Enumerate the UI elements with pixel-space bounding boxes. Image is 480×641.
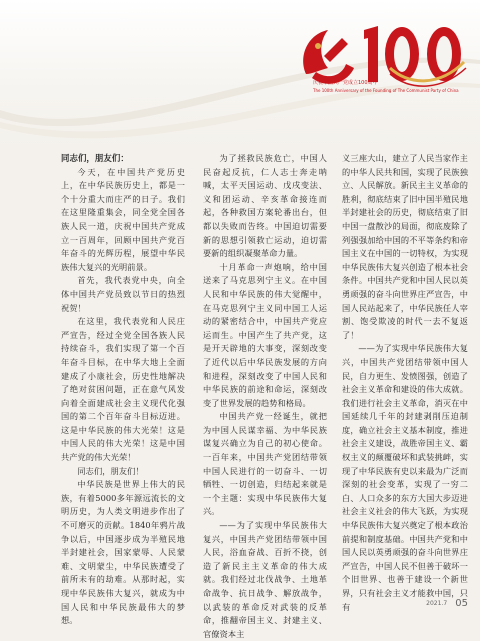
text-column-1 — [61, 152, 185, 628]
paragraph: 同志们，朋友们！ — [77, 465, 144, 476]
paragraph: 首先，我代表党中央，向全体中国共产党员致以节日的热烈祝贺！ — [61, 275, 185, 313]
party-emblem-icon — [303, 30, 354, 84]
paragraph: 在这里，我代表党和人民庄严宣告，经过全党全国各族人民持续奋斗，我们实现了第一个百年奋斗目标，在中华大地上全面建成了小康社会，历史性地解决了绝对贫困问题，正在意气风发向着全面建成社会主义现代化强国的第二个百年奋斗目标迈进。这是中华民族的伟大光荣！这是中国人民的伟大光荣！这是中国共产党的伟大光荣！ — [61, 316, 185, 463]
text-column-3 — [342, 152, 468, 614]
issue-date: 2021.7 — [426, 600, 448, 607]
logo-caption-english: The 100th Anniversary of the Founding of The Communist Party of China — [313, 88, 459, 93]
paragraph: 为了拯救民族危亡，中国人民奋起反抗，仁人志士奔走呐喊，太平天国运动、戊戌变法、义和团运动、辛亥革命接连而起，各种救国方案轮番出台，但都以失败而告终。中国迫切需要新的思想引领救亡运动，迫切需要新的组织凝聚革命力量。 — [203, 153, 327, 259]
page-footer — [426, 593, 468, 612]
paragraph: 十月革命一声炮响，给中国送来了马克思列宁主义。在中国人民和中华民族的伟大觉醒中，在马克思列宁主义同中国工人运动的紧密结合中，中国共产党应运而生。中国产生了共产党，这是开天辟地的大事变，深刻改变了近代以后中华民族发展的方向和进程，深刻改变了中国人民和中华民族的前途和命运，深刻改变了世界发展的趋势和格局。 — [203, 261, 327, 408]
salutation: 同志们，朋友们： — [61, 153, 129, 163]
paragraph: ——为了实现中华民族伟大复兴，中国共产党团结带领中国人民，自力更生、发愤图强，创造了社会主义革命和建设的伟大成就。我们进行社会主义革命，消灭在中国延续几千年的封建剥削压迫制度，确立社会主义基本制度，推进社会主义建设，战胜帝国主义、霸权主义的颠覆破坏和武装挑衅，实现了中华民族有史以来最为广泛而深刻的社会变革，实现了一穷二白、人口众多的东方大国大步迈进社会主义社会的伟大飞跃，为实现中华民族伟大复兴奠定了根本政治前提和制度基础。中国共产党和中国人民以英勇顽强的奋斗向世界庄严宣告，中国人民不但善于破坏一个旧世界、也善于建设一个新世界，只有社会主义才能救中国，只有 — [342, 343, 468, 612]
paragraph: ——为了实现中华民族伟大复兴，中国共产党团结带领中国人民，浴血奋战、百折不挠，创造了新民主主义革命的伟大成就。我们经过北伐战争、土地革命战争、抗日战争、解放战争，以武装的革命反对武装的反革命，推翻帝国主义、封建主义、官僚资本主 — [203, 520, 327, 639]
anniversary-logo — [298, 16, 478, 108]
paragraph: 义三座大山，建立了人民当家作主的中华人民共和国，实现了民族独立、人民解放。新民主主义革命的胜利，彻底结束了旧中国半殖民地半封建社会的历史，彻底结束了旧中国一盘散沙的局面，彻底废除了列强强加给中国的不平等条约和帝国主义在中国的一切特权，为实现中华民族伟大复兴创造了根本社会条件。中国共产党和中国人民以英勇顽强的奋斗向世界庄严宣告，中国人民站起来了，中华民族任人宰割、饱受欺凌的时代一去不复返了！ — [342, 153, 468, 340]
paragraph: 今天，在中国共产党历史上，在中华民族历史上，都是一个十分重大而庄严的日子。我们在这里隆重集会，同全党全国各族人民一道，庆祝中国共产党成立一百周年，回顾中国共产党百年奋斗的光辉历程，展望中华民族伟大复兴的光明前景。 — [61, 166, 185, 272]
text-column-2 — [203, 152, 327, 641]
paragraph: 中国共产党一经诞生，就把为中国人民谋幸福、为中华民族谋复兴确立为自己的初心使命。一百年来，中国共产党团结带领中国人民进行的一切奋斗、一切牺牲、一切创造，归结起来就是一个主题：实现中华民族伟大复兴。 — [203, 411, 327, 517]
page-number: 05 — [455, 598, 468, 609]
paragraph: 中华民族是世界上伟大的民族，有着5000多年源远流长的文明历史，为人类文明进步作出了不可磨灭的贡献。1840年鸦片战争以后，中国逐步成为半殖民地半封建社会，国家蒙辱、人民蒙难、文明蒙尘，中华民族遭受了前所未有的劫难。从那时起，实现中华民族伟大复兴，就成为中国人民和中华民族最伟大的梦想。 — [61, 479, 185, 626]
hundred-numeral — [364, 26, 466, 86]
logo-caption-chinese: 庆祝中国共产党成立100周年 — [313, 80, 378, 86]
header-banner — [0, 0, 480, 150]
